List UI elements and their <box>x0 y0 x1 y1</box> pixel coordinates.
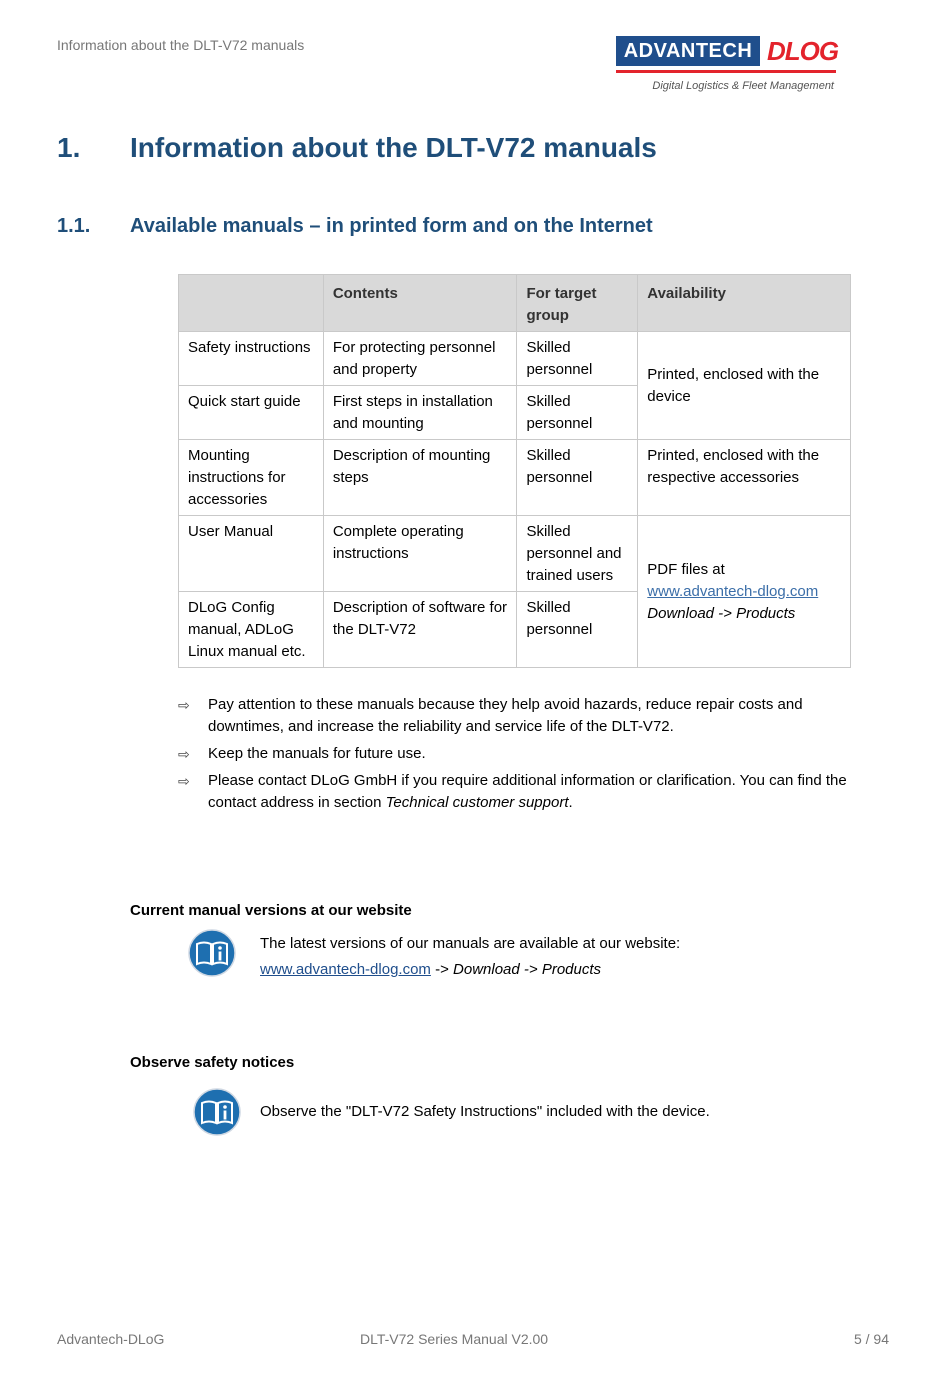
table-row <box>179 332 851 386</box>
info-book-icon <box>188 929 236 977</box>
path-arrow: -> <box>430 961 454 978</box>
target-group-cell: Skilled personnel <box>517 332 638 386</box>
table-header-cell: Contents <box>323 275 517 332</box>
manuals-table <box>178 274 851 668</box>
table-header-cell <box>179 275 324 332</box>
manual-contents-cell: Description of mounting steps <box>323 440 517 516</box>
section-heading <box>57 215 653 238</box>
availability-cell: Printed, enclosed with the respective accessories <box>638 440 851 516</box>
current-versions-label: Current manual versions at our website <box>130 902 412 919</box>
manual-contents-cell: First steps in installation and mounting <box>323 386 517 440</box>
arrow-right-icon: ⇨ <box>178 697 190 713</box>
availability-cell-pdf <box>638 516 851 668</box>
target-group-cell: Skilled personnel <box>517 592 638 668</box>
list-item <box>178 743 878 765</box>
table-header-cell: Availability <box>638 275 851 332</box>
list-item <box>178 770 878 814</box>
target-group-cell: Skilled personnel <box>517 386 638 440</box>
chapter-number: 1. <box>57 132 81 163</box>
advantech-dlog-logo <box>616 36 839 96</box>
download-path: Download -> Products <box>647 605 796 622</box>
manual-name-cell: Safety instructions <box>179 332 324 386</box>
advantech-logo-text: ADVANTECH <box>616 36 760 66</box>
pdf-prefix: PDF files at <box>647 561 725 578</box>
manual-contents-cell: Complete operating instructions <box>323 516 517 592</box>
manual-contents-cell: Description of software for the DLT-V72 <box>323 592 517 668</box>
support-section-reference: Technical customer support <box>385 794 569 811</box>
table-row <box>179 516 851 592</box>
chapter-heading <box>57 132 657 164</box>
running-header: Information about the DLT-V72 manuals <box>57 37 305 53</box>
list-item-text: Pay attention to these manuals because they help avoid hazards, reduce repair costs and downtimes, and increase the reliability and service life of the DLT-V72. <box>208 696 803 735</box>
current-versions-text <box>260 931 680 983</box>
website-link[interactable]: www.advantech-dlog.com <box>647 583 819 600</box>
target-group-cell: Skilled personnel <box>517 440 638 516</box>
manual-name-cell: User Manual <box>179 516 324 592</box>
arrow-right-icon: ⇨ <box>178 746 190 762</box>
website-link[interactable]: www.advantech-dlog.com <box>260 961 431 978</box>
chapter-title: Information about the DLT-V72 manuals <box>130 132 657 163</box>
safety-notices-text: Observe the "DLT-V72 Safety Instructions" included with the device. <box>260 1103 710 1120</box>
list-item-text <box>208 770 878 814</box>
manual-name-cell: Mounting instructions for accessories <box>179 440 324 516</box>
logo-underline <box>616 70 836 73</box>
page-number: 5 / 94 <box>853 1331 889 1347</box>
instruction-list <box>178 694 878 819</box>
target-group-cell: Skilled personnel and trained users <box>517 516 638 592</box>
table-row <box>179 440 851 516</box>
manual-contents-cell: For protecting personnel and property <box>323 332 517 386</box>
availability-cell: Printed, enclosed with the device <box>638 332 851 440</box>
logo-tagline: Digital Logistics & Fleet Management <box>652 80 834 92</box>
info-book-icon <box>193 1088 241 1136</box>
list-item-text-end: . <box>568 794 573 811</box>
list-item <box>178 694 878 738</box>
manual-name-cell: Quick start guide <box>179 386 324 440</box>
list-item-text: Keep the manuals for future use. <box>208 745 426 762</box>
table-header-cell: For target group <box>517 275 638 332</box>
dlog-logo-text: DLOG <box>767 36 839 66</box>
manual-name-cell: DLoG Config manual, ADLoG Linux manual etc. <box>179 592 324 668</box>
download-path: Download -> Products <box>453 961 602 978</box>
section-number: 1.1. <box>57 215 91 237</box>
current-versions-sentence: The latest versions of our manuals are available at our website: <box>260 935 681 952</box>
footer-company: Advantech-DLoG <box>57 1331 165 1347</box>
section-title: Available manuals – in printed form and on the Internet <box>130 215 653 237</box>
footer-document-title: DLT-V72 Series Manual V2.00 <box>360 1331 549 1347</box>
table-header-row <box>179 275 851 332</box>
list-item-text-part: Please contact DLoG GmbH if you require additional information or clarification. You can find the contact address in section <box>208 772 847 811</box>
safety-notices-label: Observe safety notices <box>130 1054 295 1071</box>
arrow-right-icon: ⇨ <box>178 773 190 789</box>
